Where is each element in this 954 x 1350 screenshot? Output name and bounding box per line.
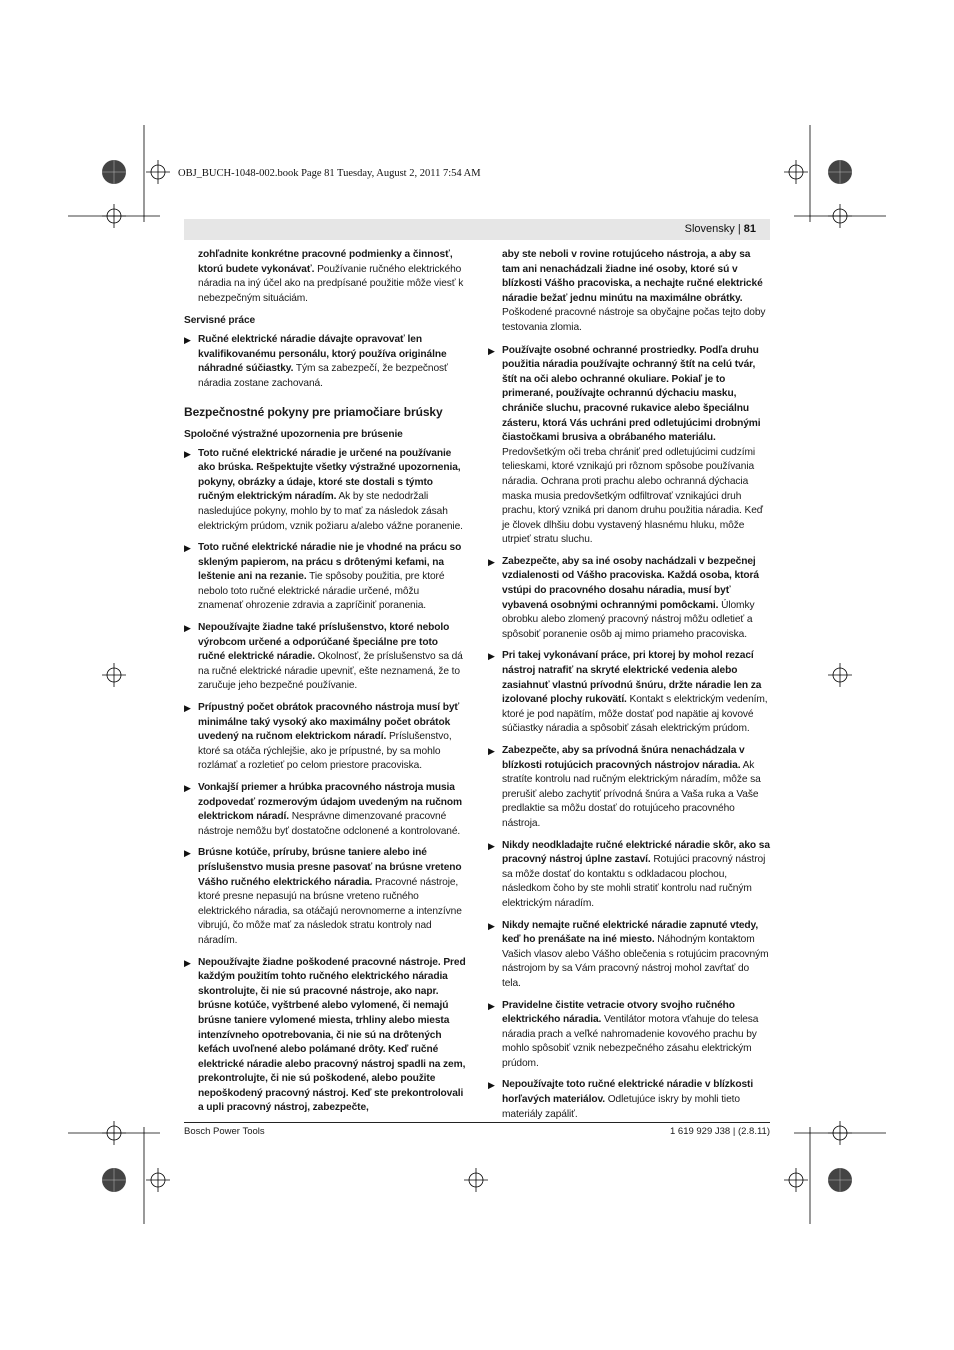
- list-item: ▶ Nepoužívajte toto ručné elektrické náradie v blízkosti horľavých materiálov. Odletujúce iskry by mohli tieto materiály zapáliť.: [488, 1079, 754, 1120]
- bullet-arrow-icon: ▶: [488, 746, 495, 756]
- bullet-arrow-icon: ▶: [184, 334, 191, 345]
- list-item: ▶ Pri takej vykonávaní práce, pri ktorej by mohol rezací nástroj natrafiť na skryté elektrické vedenia alebo zasiahnuť vlastnú prívodnú šnúru, držte náradie len za izolované plochy rukovätí. Kontakt s elektrickým vedením, ktoré je pod napätím, môže dostať pod napätie aj kovové súčiastky náradia a spôsobiť zásah elektrickým prúdom.: [488, 650, 768, 735]
- bullet-arrow-icon: ▶: [488, 920, 495, 931]
- header-language: Slovensky: [684, 223, 735, 235]
- bullet-arrow-icon: ▶: [184, 957, 191, 968]
- bullet-arrow-icon: ▶: [184, 783, 191, 793]
- bullet-arrow-icon: ▶: [184, 623, 191, 634]
- list-item: ▶ Nikdy nemajte ručné elektrické náradie zapnuté vtedy, keď ho prenášate na iné miesto. Náhodným kontaktom Vašich vlasov alebo Vášho oblečenia s rotujúcim pracovným nástrojom by sa Vám pracovný nástroj mohol zavŕtať do tela.: [488, 919, 769, 989]
- sub-heading: Spoločné výstražné upozornenia pre brúsenie: [184, 428, 403, 440]
- bullet-arrow-icon: ▶: [184, 448, 191, 459]
- service-heading: Servisné práce: [184, 315, 256, 327]
- footer-rule: [184, 1122, 770, 1123]
- list-item: ▶ Nikdy neodkladajte ručné elektrické náradie skôr, ako sa pracovný nástroj úplne zastaví. Rotujúci pracovný nástroj sa môže dostať do kontaktu s odkladacou plochou, následkom čoho by ste mohli stratiť kontrolu nad ručným elektrickým náradím.: [488, 839, 770, 909]
- file-info-line: OBJ_BUCH-1048-002.book Page 81 Tuesday, August 2, 2011 7:54 AM: [178, 168, 481, 179]
- list-item: ▶ Nepoužívajte žiadne poškodené pracovné nástroje. Pred každým použitím tohto ručného elektrického náradia skontrolujte, či nie sú pracovné nástroje, ako napr. brúsne kotúče, vyštrbené alebo vylomené, či nemajú brúsne taniere vylomené miesta, trhliny alebo miesta intenzívneho opotrebovania, či nie sú na drôtených kefách uvoľnené alebo polámané drôty. Keď ručné elektrické náradie alebo pracovný nástroj spadli na zem, prekontrolujte, či nie sú poškodené, alebo použite nepoškodený pracovný nástroj. Keď ste prekontrolovali a upli pracovný nástroj, zabezpečte,: [184, 956, 466, 1114]
- list-item: ▶ Pravidelne čistite vetracie otvory svojho ručného elektrického náradia. Ventilátor motora vťahuje do telesa náradia prach a veľké nahromadenie kovového prachu by mohlo spôsobiť vznik nebezpečného zásahu elektrickým prúdom.: [488, 999, 759, 1069]
- list-item: ▶ Zabezpečte, aby sa prívodná šnúra nenachádzala v blízkosti rotujúcich pracovných nástrojov náradia. Ak stratíte kontrolu nad ručným elektrickým náradím, môže sa prerušiť alebo zachytiť prívodná šnúra a Vaša ruka a Vaše predlaktie sa môžu dostať do rotujúceho pracovného nástroja.: [488, 745, 761, 829]
- service-item: ▶ Ručné elektrické náradie dávajte opravovať len kvalifikovanému personálu, ktorý používa originálne náhradné súčiastky. Tým sa zabezpečí, že bezpečnosť náradia zostane zachovaná.: [184, 333, 448, 389]
- bullet-arrow-icon: ▶: [184, 543, 191, 554]
- right-column: [488, 248, 770, 1129]
- bullet-arrow-icon: ▶: [488, 345, 495, 356]
- list-item: ▶ Prípustný počet obrátok pracovného nástroja musí byť minimálne taký vysoký ako maximálny počet obrátok uvedený na ručnom elektrickom náradí. Príslušenstvo, ktoré sa otáča rýchlejšie, ako je prípustné, by sa mohlo rozlámať a rozletieť po celom priestore pracoviska.: [184, 702, 460, 772]
- section-title: Bezpečnostné pokyny pre priamočiare brúsky: [184, 405, 443, 420]
- bullet-arrow-icon: ▶: [488, 1000, 495, 1011]
- bullet-arrow-icon: ▶: [488, 840, 495, 851]
- bullet-arrow-icon: ▶: [488, 1080, 495, 1091]
- list-item: ▶ Nepoužívajte žiadne také príslušenstvo, ktoré nebolo výrobcom určené a odporúčané špeciálne pre toto ručné elektrické náradie. Okolnosť, že príslušenstvo sa dá na ručné elektrické náradie upevniť, ešte neznamená, že to zaručuje jeho bezpečné používanie.: [184, 622, 463, 692]
- page-number: 81: [743, 223, 756, 235]
- list-item: ▶ Toto ručné elektrické náradie je určené na používanie ako brúska. Rešpektujte všetky výstražné upozornenia, pokyny, obrázky a údaje, ktoré ste dostali s týmto ručným elektrickým náradím. Ak by ste nedodržali nasledujúce pokyny, mohlo by to mať za následok zásah elektrickým prúdom, vznik požiaru a/alebo vážne poranenie.: [184, 447, 463, 532]
- list-item: ▶ Brúsne kotúče, príruby, brúsne taniere alebo iné príslušenstvo musia presne pasovať na brúsne vreteno Vášho ručného elektrického náradia. Pracovné nástroje, ktoré presne nepasujú na brúsne vreteno ručného elektrického náradia, sa otáčajú nerovnomerne a intenzívne vibrujú, čo môže mať za následok stratu kontroly nad náradím.: [184, 847, 462, 946]
- header-text: [685, 223, 756, 235]
- bullet-arrow-icon: ▶: [184, 703, 191, 714]
- bullet-arrow-icon: ▶: [184, 848, 191, 859]
- bullet-arrow-icon: ▶: [488, 651, 495, 662]
- list-item: ▶ Vonkajší priemer a hrúbka pracovného nástroja musia zodpovedať rozmerovým údajom uvedeným na ručnom elektrickom náradí. Nesprávne dimenzované pracovné nástroje nemôžu byť dostatočne odclonené a kontrolované.: [184, 782, 462, 837]
- page-header: [184, 219, 770, 240]
- left-intro-paragraph: zohľadnite konkrétne pracovné podmienky a činnosť, ktorú budete vykonávať. Používanie ručného elektrického náradia na iný účel ako na predpísané použitie môže viesť k nebezpečným situáciám.: [198, 249, 464, 304]
- list-item: ▶ Zabezpečte, aby sa iné osoby nachádzali v bezpečnej vzdialenosti od Vášho pracoviska. Každá osoba, ktorá vstúpi do pracovného dosahu náradia, musí byť vybavená osobnými ochrannými pomôckami. Úlomky obrobku alebo zlomený pracovný nástroj môžu odletieť a spôsobiť poranenie osôb aj mimo priameho pracoviska.: [488, 555, 759, 640]
- list-item: ▶ Používajte osobné ochranné prostriedky. Podľa druhu použitia náradia používajte ochranný štít na celú tvár, štít na oči alebo ochranné okuliare. Pokiaľ je to primerané, používajte ochrannú dýchaciu masku, chrániče sluchu, pracovné rukavice alebo špeciálnu zásteru, ktorá Vás uchráni pred odletujúcimi drobnými čiastočkami brusiva a obrábaného materiálu. Predovšetkým oči treba chrániť pred odletujúcimi cudzími telieskami, ktoré vznikajú pri rôznom spôsobe používania náradia. Ochrana proti prachu alebo ochranná dýchacia maska musia predovšetkým odfiltrovať vznikajúci druh prachu, ktorý vzniká pri danom druhu použitia náradia. Keď je človek dlhšiu dobu vystavený hlasnému hluku, môže utrpieť stratu sluchu.: [488, 344, 763, 546]
- footer-brand: Bosch Power Tools: [184, 1126, 265, 1137]
- bullet-arrow-icon: ▶: [488, 556, 495, 567]
- right-intro-paragraph: aby ste neboli v rovine rotujúceho nástroja, a aby sa tam ani nenachádzali žiadne iné osoby, ktoré sú v blízkosti Vášho pracoviska, a nechajte ručné elektrické náradie bežať jednu minútu na maximálne obrátky. Poškodené pracovné nástroje sa obyčajne počas tejto doby testovania zlomia.: [502, 249, 766, 333]
- footer-doc-number: 1 619 929 J38 | (2.8.11): [669, 1126, 770, 1137]
- header-separator: |: [737, 223, 741, 235]
- left-column: [184, 248, 466, 1123]
- list-item: ▶ Toto ručné elektrické náradie nie je vhodné na prácu so skleným papierom, na prácu s drôtenými kefami, na leštenie ani na rezanie. Tie spôsoby použitia, pre ktoré nebolo toto ručné elektrické náradie určené, môžu znamenať ohrozenie zdravia a zapríčiniť poranenia.: [184, 542, 462, 612]
